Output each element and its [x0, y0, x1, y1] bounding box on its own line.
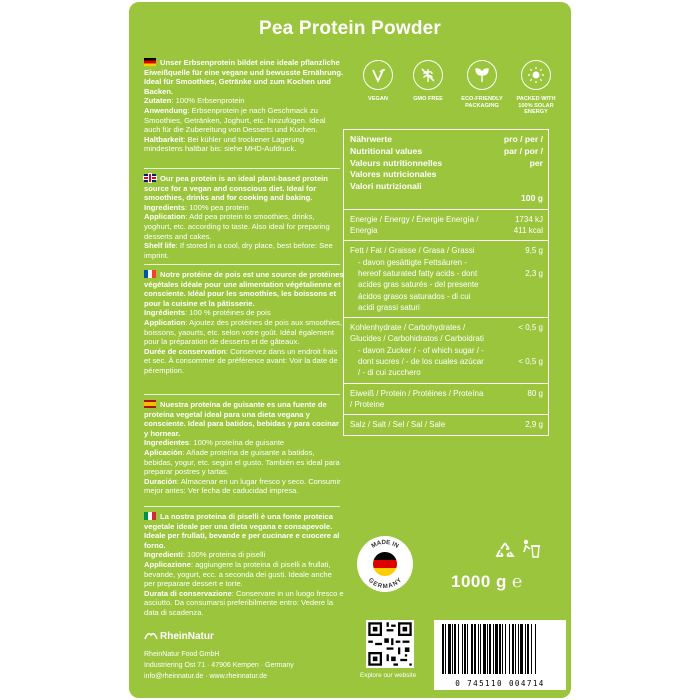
- made-in-germany-seal: [356, 535, 414, 593]
- product-label: [129, 2, 571, 698]
- italy-flag-icon: [144, 512, 156, 520]
- nutrition-row-salt: Salz / Salt / Sel / Sal / Sale 2,9 g: [344, 414, 548, 434]
- barcode-digits: 0 745110 004714: [455, 679, 545, 688]
- description-fr: Notre protéine de pois est une source de protéines végétales idéale pour une alimentation végétalienne et consciente. Idéal pour les smoothies, les boissons et pour la cuisine et la pâtisserie. Ingrédients: 100 % protéines de pois Application: Ajoutez des protéines de pois aux smoothies, boissons, yaourts, etc. selon votre goût. Idéal également pour la préparation de desserts et de gâteaux. Durée de conservation: Conservez dans un endroit frais et sec. À consommer de préférence avant: Voir la date de péremption.: [144, 270, 344, 375]
- nutrition-row-energy: Energie / Energy / Énergie Energía / Energia 1734 kJ 411 kcal: [344, 209, 548, 241]
- net-weight: 1000 g ℮: [451, 572, 523, 591]
- barcode: [434, 620, 566, 690]
- vegan-icon: [363, 60, 393, 90]
- company-info: RheinNatur Food GmbH Industriering Ost 71 · 47906 Kempen · Germany info@rheinnatur.de · www.rheinnatur.de: [144, 651, 294, 680]
- solar-energy-icon: [521, 60, 551, 90]
- france-flag-icon: [144, 270, 156, 278]
- gmo-free-badge: GMO FREE: [404, 60, 452, 103]
- solar-energy-badge: PACKED WITH 100% SOLAR ENERGY: [512, 60, 560, 116]
- description-de: Unser Erbsenprotein bildet eine ideale pflanzliche Eiweißquelle für eine vegane und bewusste Ernährung. Ideal für Smoothies, Getränke und zum Kochen und Backen. Zutaten: 100% Erbsenprotein Anwendung: Erbsenprotein je nach Geschmack zu Smoothies, Getränken, Joghurt, etc. hinzufügen. Ideal auch für die Zubereitung von Desserts und Kuchen. Haltbarkeit: Bei kühler und trockener Lagerung mindestens haltbar bis: siehe MHD-Aufdruck.: [144, 58, 344, 154]
- nutrition-table: [343, 129, 549, 436]
- divider: [144, 168, 340, 169]
- brand-logo-icon: [144, 630, 158, 640]
- brand-name: RheinNatur: [144, 630, 214, 642]
- description-es: Nuestra proteína de guisante es una fuente de proteína vegetal ideal para una dieta vegana y consciente. Ideal para batidos, bebidas y para cocinar y hornear. Ingredientes: 100% proteína de guisante Aplicación: Añade proteína de guisante a batidos, bebidas, yogur, etc. según el gusto. También es ideal para preparar postres y tartas. Duración: Almacenar en un lugar fresco y seco. Consumir mejor antes: Ver fecha de caducidad impresa.: [144, 400, 341, 496]
- barcode-bars: [434, 620, 566, 676]
- description-it: La nostra proteina di piselli è una fonte proteica vegetale ideale per una dieta vegana e consapevole. Ideale per frullati, bevande e per cucinare e cuocere al forno. Ingredienti: 100% proteina di piselli Applicazione: aggiungere la proteina di piselli a frullati, bevande, yogurt, ecc. a seconda dei gusti. Ideale anche per preparare dessert e torte. Durata di conservazione: Conservare in un luogo fresco e asciutto. Da consumarsi preferibilmente entro: Vedere la data di scadenza.: [144, 512, 344, 617]
- nutrition-row-protein: Eiweiß / Protein / Protéines / Proteína / Proteine 80 g: [344, 383, 548, 415]
- eco-packaging-icon: [467, 60, 497, 90]
- divider: [144, 506, 340, 507]
- nutrition-row-fat: Fett / Fat / Graisse / Grasa / Grassi - davon gesättigte Fettsäuren - hereof saturated fatty acids - dont acides gras saturés - del presente ácidos grasos saturados - di cui acidi grassi saturi 9,5 g 2,3 g: [344, 240, 548, 317]
- svg-text:GERMANY: GERMANY: [366, 576, 404, 591]
- qr-code[interactable]: [366, 620, 414, 668]
- nutrition-header: Nährwerte Nutritional values Valeurs nutritionnelles Valores nutricionales Valori nutrizionali pro / per / par / por / per 100 g: [350, 134, 543, 203]
- eco-packaging-badge: ECO-FRIENDLY PACKAGING: [458, 60, 506, 109]
- description-en: Our pea protein is an ideal plant-based protein source for a vegan and conscious diet. Ideal for smoothies, drinks and for cooking and baking. Ingredients: 100% pea protein Application: Add pea protein to smoothies, drinks, yoghurt, etc. according to taste. Also ideal for preparing desserts and cakes. Shelf life: If stored in a cool, dry place, best before: See imprint.: [144, 174, 333, 260]
- svg-text:MADE IN: MADE IN: [370, 538, 400, 550]
- vegan-badge: VEGAN: [354, 60, 402, 103]
- recycle-icon: [495, 541, 515, 559]
- divider: [144, 264, 340, 265]
- uk-flag-icon: [144, 174, 156, 182]
- qr-caption: Explore our website: [360, 672, 417, 679]
- trash-bin-icon: [521, 538, 541, 560]
- nutrition-row-carbs: Kohlenhydrate / Carbohydrates / Glucides / Carbohidratos / Carboidrati - davon Zucker / - of which sugar / - dont sucres / - de los cuales azúcar / - di cui zucchero < 0,5 g < 0,5 g: [344, 317, 548, 382]
- product-title: Pea Protein Powder: [258, 18, 442, 39]
- divider: [144, 394, 340, 395]
- spain-flag-icon: [144, 400, 156, 408]
- germany-flag-icon: [144, 58, 156, 66]
- estimated-sign: ℮: [512, 572, 523, 591]
- gmo-free-icon: [413, 60, 443, 90]
